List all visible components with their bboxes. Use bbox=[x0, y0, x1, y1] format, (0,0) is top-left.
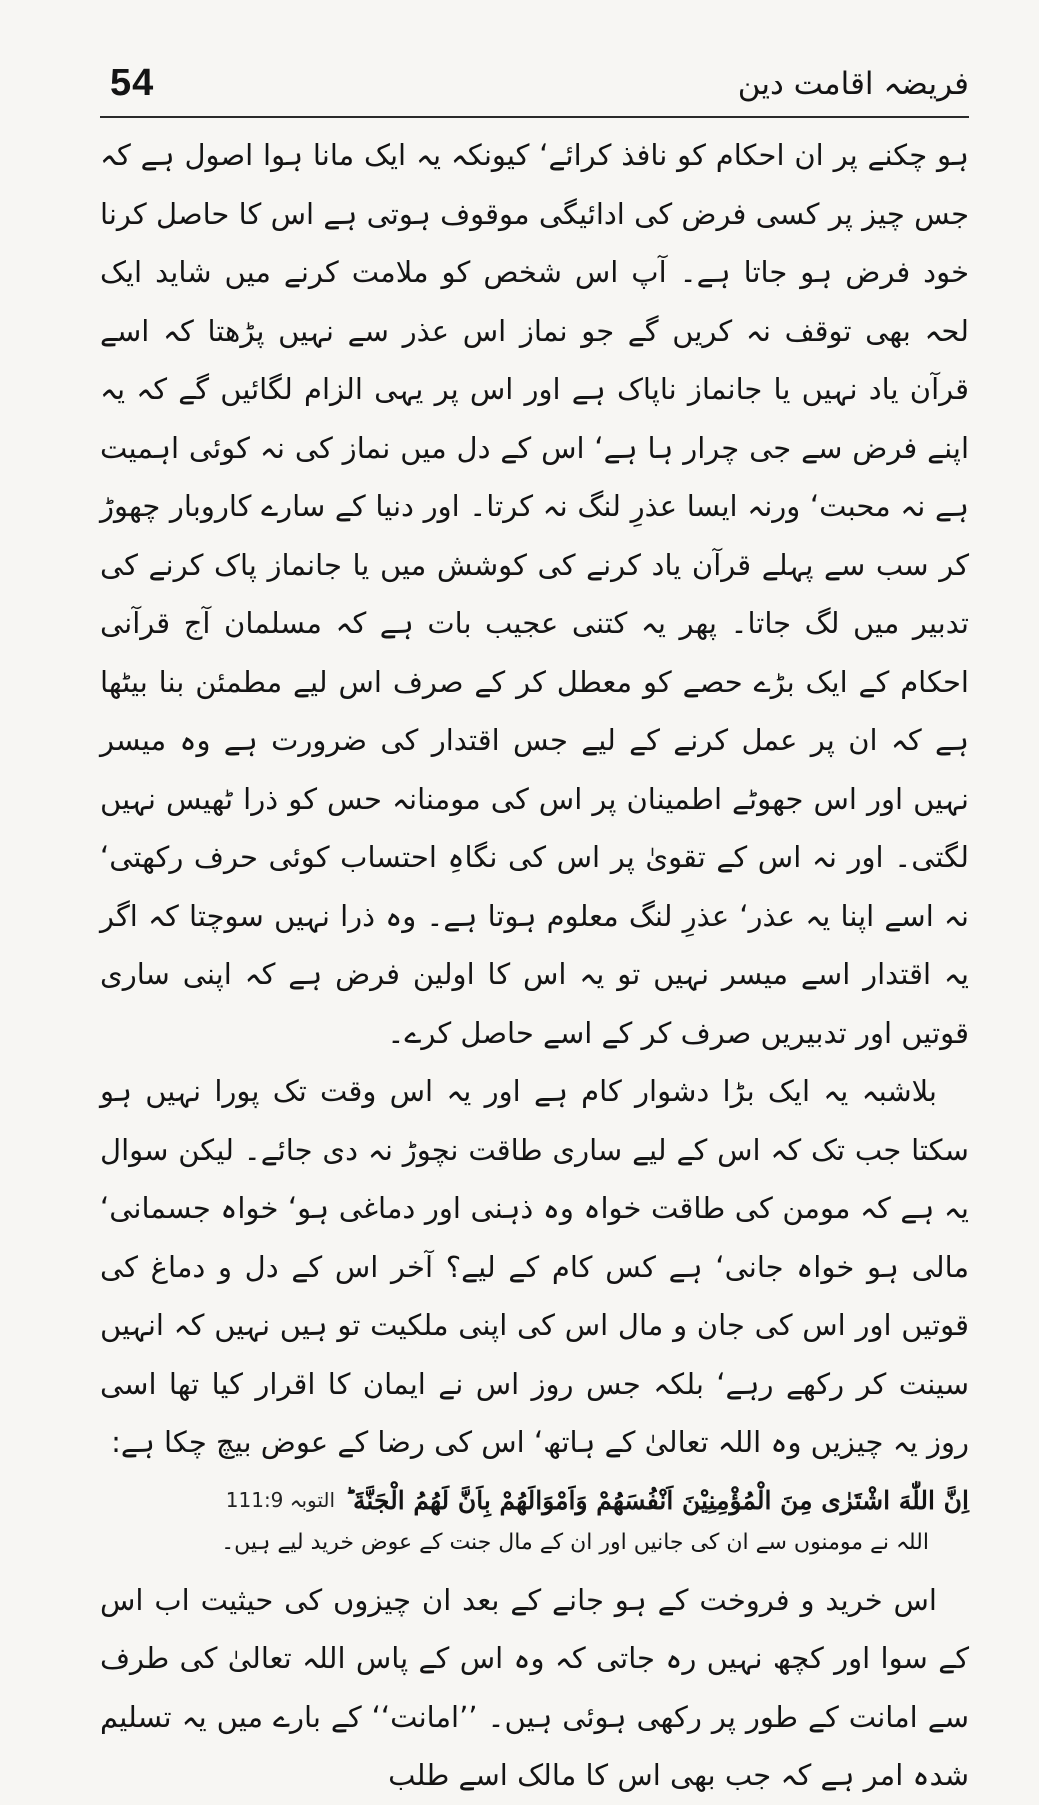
header-rule bbox=[100, 116, 969, 118]
verse-reference: التوبہ 111:9 bbox=[225, 1488, 336, 1512]
paragraph-2: بلاشبہ یہ ایک بڑا دشوار کام ہے اور یہ اس وقت تک پورا نہیں ہو سکتا جب تک کہ اس کے لیے ساری طاقت نچوڑ نہ دی جائے۔ لیکن سوال یہ ہے کہ مومن کی طاقت خواہ وہ ذہنی اور دماغی ہو‘ خواہ جسمانی‘ مالی ہو خواہ جانی‘ ہے کس کام کے لیے؟ آخر اس کے دل و دماغ کی قوتیں اور اس کی جان و مال اس کی اپنی ملکیت تو ہیں نہیں کہ انہیں سینت کر رکھے رہے‘ بلکہ جس روز اس نے ایمان کا اقرار کیا تھا اسی روز یہ چیزیں وہ اللہ تعالیٰ کے ہاتھ‘ اس کی رضا کے عوض بیچ چکا ہے: bbox=[100, 1074, 969, 1459]
running-title: فریضہ اقامت دین bbox=[737, 66, 969, 102]
verse-arabic: اِنَّ اللّٰهَ اشْتَرٰى مِنَ الْمُؤْمِنِيْنَ اَنْفُسَهُمْ وَاَمْوَالَهُمْ بِاَنَّ لَهُمُ الْجَنَّةَ ؕ bbox=[345, 1485, 969, 1515]
page-header bbox=[100, 52, 969, 116]
verse-translation: اللہ نے مومنوں سے ان کی جانیں اور ان کے مال جنت کے عوض خرید لیے ہیں۔ bbox=[221, 1529, 929, 1555]
body-text-continued bbox=[100, 1571, 969, 1805]
paragraph-1: ہو چکنے پر ان احکام کو نافذ کرائے‘ کیونکہ یہ ایک مانا ہوا اصول ہے کہ جس چیز پر کسی فرض کی ادائیگی موقوف ہوتی ہے اس کا حاصل کرنا خود فرض ہو جاتا ہے۔ آپ اس شخص کو ملامت کرنے میں شاید ایک لحہ بھی توقف نہ کریں گے جو نماز اس عذر سے نہیں پڑھتا کہ اسے قرآن یاد نہیں یا جانماز ناپاک ہے اور اس پر یہی الزام لگائیں گے کہ یہ اپنے فرض سے جی چرار ہا ہے‘ اس کے دل میں نماز کی نہ کوئی اہمیت ہے نہ محبت‘ ورنہ ایسا عذرِ لنگ نہ کرتا۔ اور دنیا کے سارے کاروبار چھوڑ کر سب سے پہلے قرآن یاد کرنے کی کوشش میں یا جانماز پاک کرنے کی تدبیر میں لگ جاتا۔ پھر یہ کتنی عجیب بات ہے کہ مسلمان آج قرآنی احکام کے ایک بڑے حصے کو معطل کر کے صرف اس لیے مطمئن بنا بیٹھا ہے کہ ان پر عمل کرنے کے لیے جس اقتدار کی ضرورت ہے وہ میسر نہیں اور اس جھوٹے اطمینان پر اس کی مومنانہ حس کو ذرا ٹھیس نہیں لگتی۔ اور نہ اس کے تقویٰ پر اس کی نگاہِ احتساب کوئی حرف رکھتی‘ نہ اسے اپنا یہ عذر‘ عذرِ لنگ معلوم ہوتا ہے۔ وہ ذرا نہیں سوچتا کہ اگر یہ اقتدار اسے میسر نہیں تو یہ اس کا اولین فرض ہے کہ اپنی ساری قوتیں اور تدبیریں صرف کر کے اسے حاصل کرے۔ bbox=[100, 138, 969, 1050]
paragraph-3: اس خرید و فروخت کے ہو جانے کے بعد ان چیزوں کی حیثیت اب اس کے سوا اور کچھ نہیں رہ جاتی کہ وہ اس کے پاس اللہ تعالیٰ کی طرف سے امانت کے طور پر رکھی ہوئی ہیں۔ ’’امانت‘‘ کے بارے میں یہ تسلیم شدہ امر ہے کہ جب بھی اس کا مالک اسے طلب bbox=[100, 1582, 969, 1792]
body-text bbox=[100, 126, 969, 1472]
quran-verse bbox=[100, 1486, 969, 1515]
page-number: 54 bbox=[110, 62, 155, 104]
